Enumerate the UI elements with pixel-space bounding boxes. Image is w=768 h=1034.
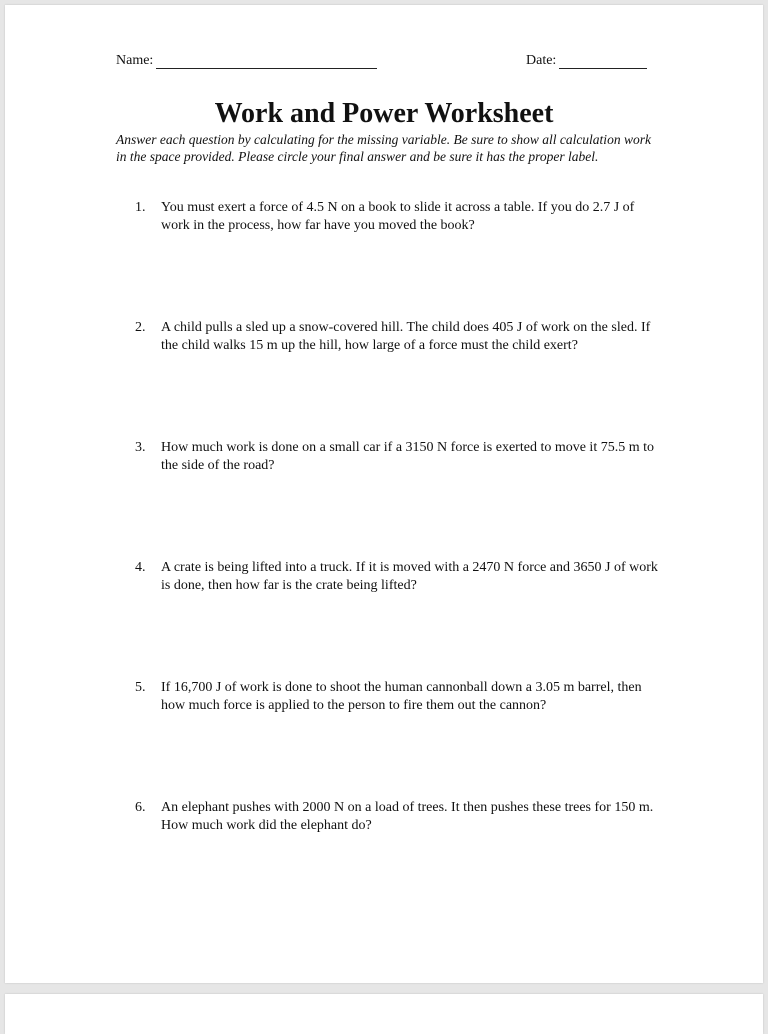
question-text: A child pulls a sled up a snow-covered hill. The child does 405 J of work on the sled. If the child walks 15 m up the hill, how large of a force must the child exert?: [161, 320, 651, 353]
question-5: [135, 679, 660, 714]
question-2: [135, 319, 660, 354]
question-3: [135, 439, 660, 474]
question-number: 1.: [135, 200, 146, 215]
name-label: Name:: [116, 53, 154, 68]
question-number: 4.: [135, 560, 146, 575]
question-text: A crate is being lifted into a truck. If it is moved with a 2470 N force and 3650 J of work is done, then how far is the crate being lifted?: [161, 560, 658, 593]
question-text: How much work is done on a small car if a 3150 N force is exerted to move it 75.5 m to the side of the road?: [161, 440, 654, 473]
question-6: [135, 799, 660, 834]
name-blank-line: [156, 56, 377, 69]
question-4: [135, 559, 660, 594]
instructions: Answer each question by calculating for the missing variable. Be sure to show all calculation work in the space provided. Please circle your final answer and be sure it has the proper label.: [116, 132, 651, 164]
question-text: An elephant pushes with 2000 N on a load of trees. It then pushes these trees for 150 m. How much work did the elephant do?: [161, 800, 654, 833]
question-text: If 16,700 J of work is done to shoot the human cannonball down a 3.05 m barrel, then how much force is applied to the person to fire them out the cannon?: [161, 680, 642, 713]
date-label: Date:: [526, 53, 557, 68]
question-1: [135, 199, 660, 234]
worksheet-page: [5, 5, 763, 983]
question-number: 6.: [135, 800, 146, 815]
question-number: 5.: [135, 680, 146, 695]
name-field: [116, 53, 377, 69]
next-page-edge: [5, 994, 763, 1034]
date-blank-line: [559, 56, 647, 69]
date-field: [526, 53, 647, 69]
question-number: 3.: [135, 440, 146, 455]
question-text: You must exert a force of 4.5 N on a book to slide it across a table. If you do 2.7 J of work in the process, how far have you moved the book?: [161, 200, 635, 233]
question-number: 2.: [135, 320, 146, 335]
worksheet-title: Work and Power Worksheet: [214, 98, 554, 129]
